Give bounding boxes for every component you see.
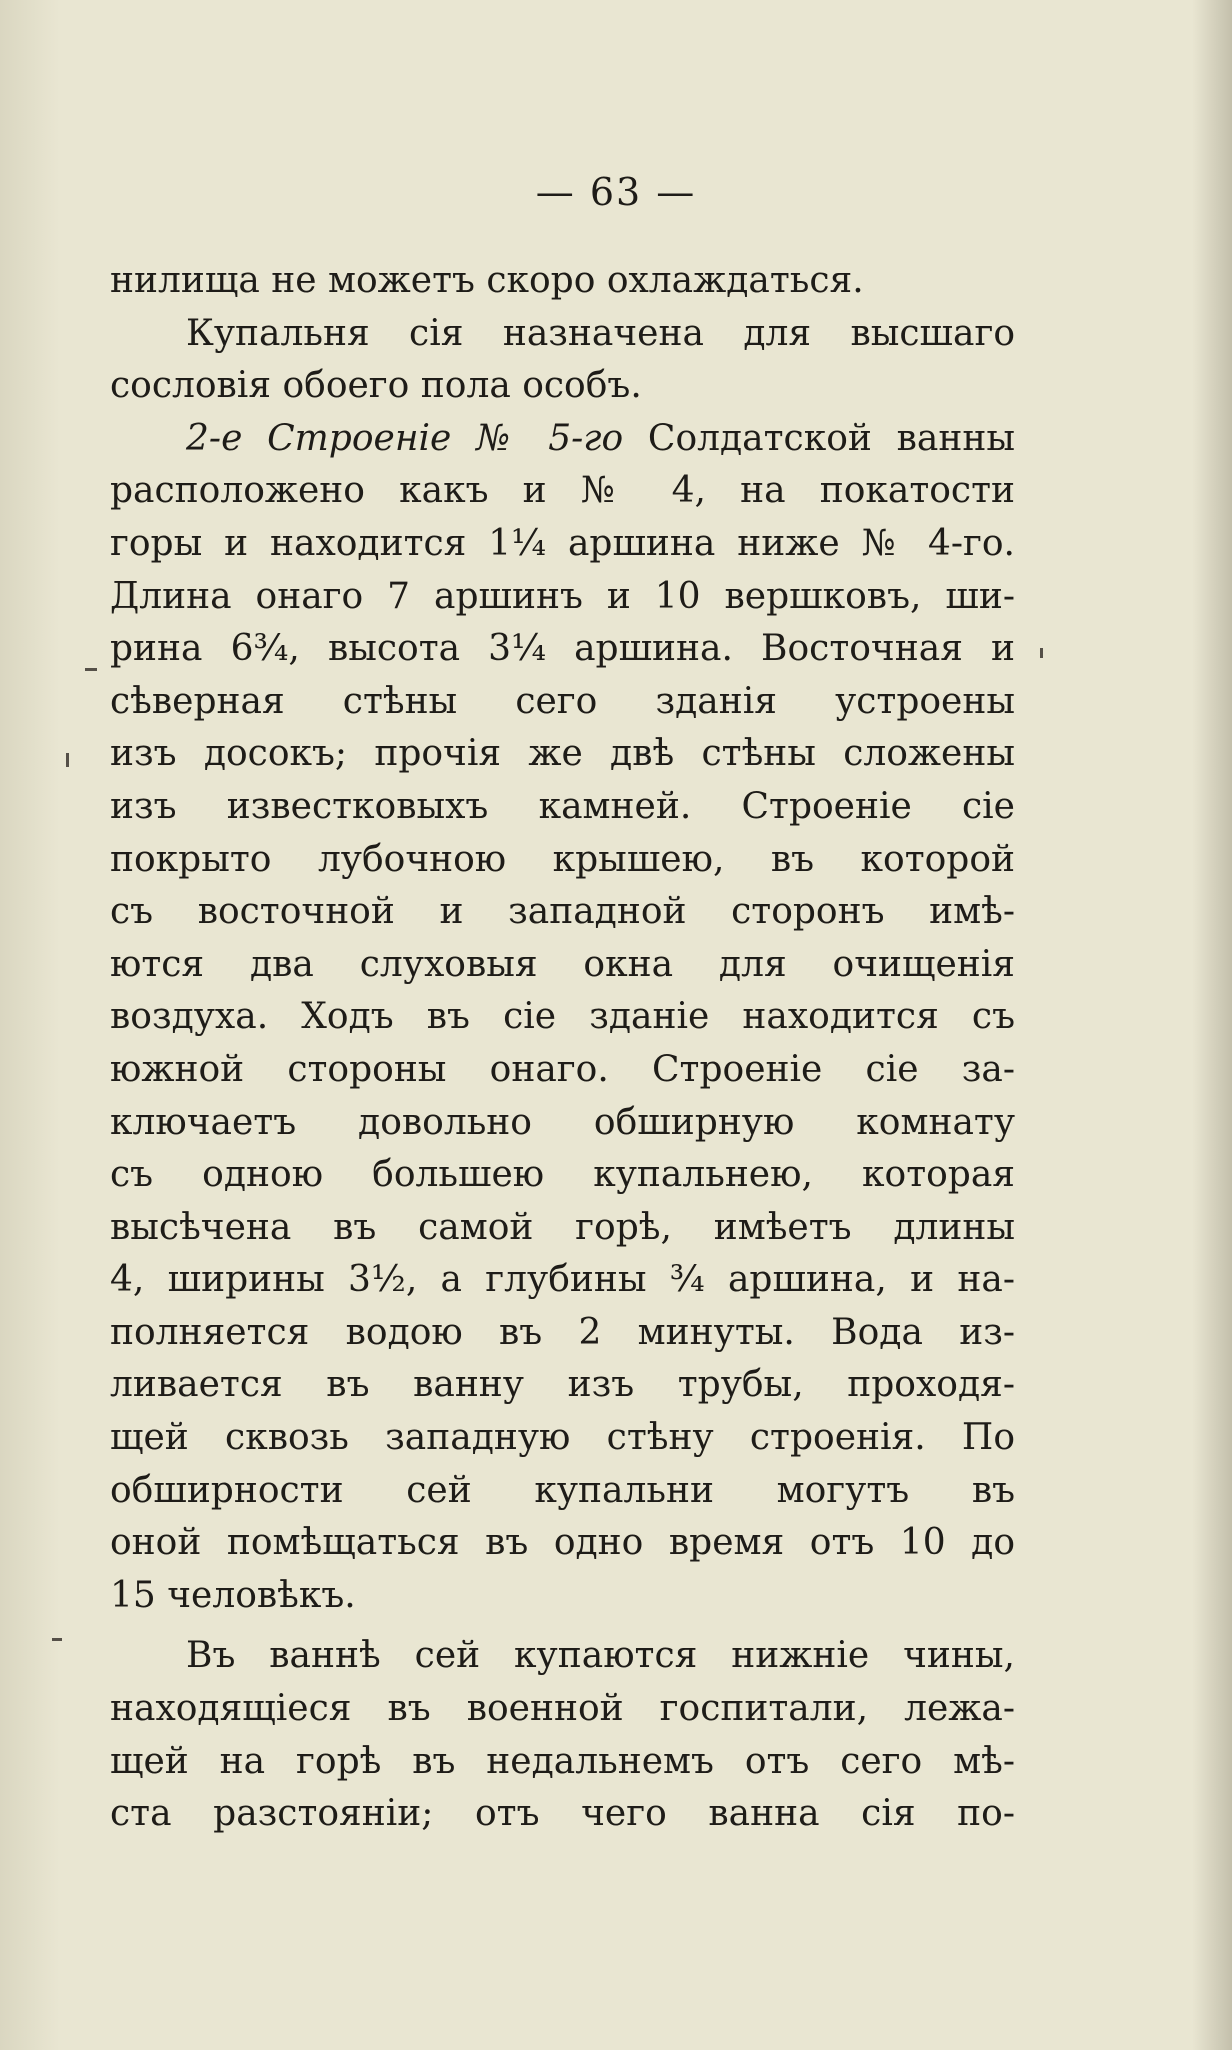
page-number: — 63 — xyxy=(535,170,697,214)
paragraph-gap xyxy=(110,1622,1015,1630)
text-line: обширности сей купальни могутъ въ xyxy=(110,1469,1015,1511)
text-line xyxy=(110,413,1015,466)
body-text xyxy=(110,255,1015,1841)
text-line: находящіеся въ военной госпитали, лежа- xyxy=(110,1688,1015,1730)
building-heading: 2-е Строеніе № 5-го xyxy=(186,417,624,459)
text-line: горы и находится 1¼ аршина ниже № 4-го. xyxy=(110,522,1015,564)
text-line: Купальня сія назначена для высшаго xyxy=(186,312,1015,354)
text-line: ключаетъ довольно обширную комнату xyxy=(110,1101,1015,1143)
text-line: Въ ваннѣ сей купаются нижніе чины, xyxy=(186,1635,1015,1677)
margin-mark xyxy=(66,753,69,767)
text-line: рина 6¾, высота 3¼ аршина. Восточная и xyxy=(110,628,1015,670)
text-line: расположено какъ и № 4, на покатости xyxy=(110,470,1015,512)
text-line: щей сквозь западную стѣну строенія. По xyxy=(110,1417,1015,1459)
text-line: съ одною большею купальнею, которая xyxy=(110,1154,1015,1196)
text-line: сѣверная стѣны сего зданія устроены xyxy=(110,680,1015,722)
text-line: Длина онаго 7 аршинъ и 10 вершковъ, ши- xyxy=(110,575,1015,617)
text-line: 4, ширины 3½, а глубины ¾ аршина, и на- xyxy=(110,1259,1015,1301)
text-line: съ восточной и западной сторонъ имѣ- xyxy=(110,891,1015,933)
text-line: ливается въ ванну изъ трубы, проходя- xyxy=(110,1364,1015,1406)
text-line: нилища не можетъ скоро охлаждаться. xyxy=(110,260,864,301)
text-line: сословія обоего пола особъ. xyxy=(110,365,642,407)
text-line: высѣчена въ самой горѣ, имѣетъ длины xyxy=(110,1206,1015,1248)
text-line: воздуха. Ходъ въ сіе зданіе находится съ xyxy=(110,996,1015,1038)
text-line: ются два слуховыя окна для очищенія xyxy=(110,943,1015,985)
margin-mark xyxy=(85,668,97,671)
text-line: изъ известковыхъ камней. Строеніе сіе xyxy=(110,785,1015,827)
text-line: покрыто лубочною крышею, въ которой xyxy=(110,838,1015,880)
text-line: щей на горѣ въ недальнемъ отъ сего мѣ- xyxy=(110,1740,1015,1782)
text-line: 15 человѣкъ. xyxy=(110,1574,356,1616)
text-line: оной помѣщаться въ одно время отъ 10 до xyxy=(110,1522,1015,1564)
text-line: полняется водою въ 2 минуты. Вода из- xyxy=(110,1311,1015,1353)
text-span: Солдатской ванны xyxy=(623,417,1015,459)
text-line: южной стороны онаго. Строеніе сіе за- xyxy=(110,1048,1015,1090)
margin-mark xyxy=(1040,648,1043,658)
text-line: ста разстояніи; отъ чего ванна сія по- xyxy=(110,1793,1015,1835)
text-line: изъ досокъ; прочія же двѣ стѣны сложены xyxy=(110,733,1015,775)
margin-mark xyxy=(52,1638,62,1641)
